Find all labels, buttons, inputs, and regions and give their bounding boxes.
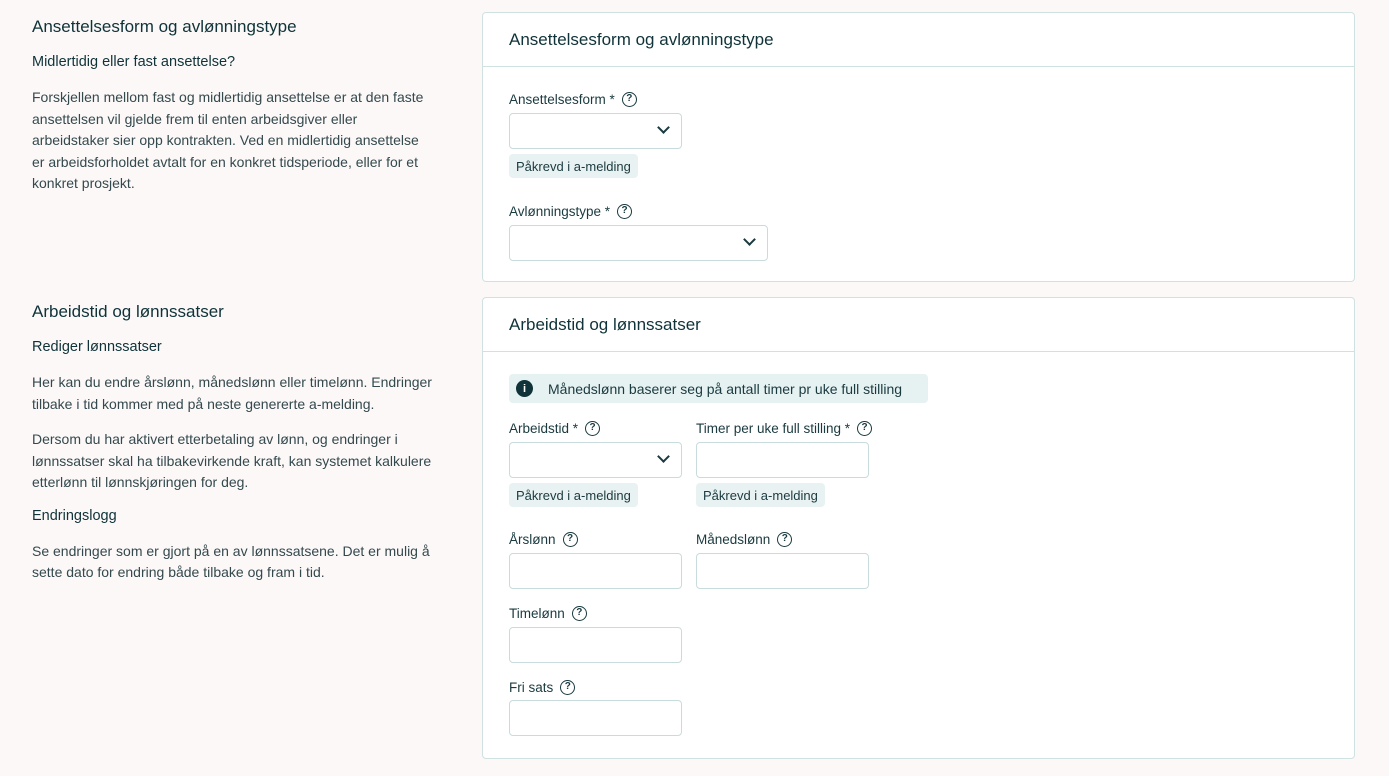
manedslonn-field	[696, 530, 792, 548]
info-text: Månedslønn baserer seg på antall timer pr uke full stilling	[548, 380, 903, 397]
arslonn-field	[509, 530, 578, 548]
card-title: Arbeidstid og lønnssatser	[483, 298, 1354, 352]
chevron-down-icon	[657, 121, 670, 134]
help-icon[interactable]: ?	[563, 532, 578, 547]
fri-sats-input[interactable]	[509, 700, 682, 736]
section1-heading: Ansettelsesform og avlønningstype	[32, 17, 297, 36]
ansettelsesform-label: Ansettelsesform *	[509, 91, 615, 107]
fri-sats-field	[509, 678, 575, 696]
section2-paragraph-1: Her kan du endre årslønn, månedslønn eller timelønn. Endringer tilbake i tid kommer med på neste genererte a-melding.	[32, 374, 432, 412]
help-icon[interactable]: ?	[572, 606, 587, 621]
arbeidstid-select[interactable]	[509, 442, 682, 478]
arbeidstid-field	[509, 419, 600, 437]
help-icon[interactable]: ?	[617, 204, 632, 219]
required-badge: Påkrevd i a-melding	[509, 483, 638, 507]
help-icon[interactable]: ?	[622, 92, 637, 107]
timelonn-label: Timelønn	[509, 605, 565, 621]
ansettelsesform-field	[509, 90, 637, 108]
section1-subheading: Midlertidig eller fast ansettelse?	[32, 54, 236, 70]
section2-paragraph-2: Dersom du har aktivert etterbetaling av lønn, og endringer i lønnssatser skal ha tilbakevirkende kraft, kan systemet kalkulere etterlønn til lønnskjøringen for deg.	[32, 431, 432, 490]
avlonningstype-field	[509, 202, 632, 220]
card-title: Ansettelsesform og avlønningstype	[483, 13, 1354, 67]
chevron-down-icon	[657, 450, 670, 463]
help-icon[interactable]: ?	[585, 421, 600, 436]
help-icon[interactable]: ?	[560, 680, 575, 695]
avlonningstype-label: Avlønningstype *	[509, 203, 611, 219]
ansettelsesform-card	[482, 12, 1355, 282]
timer-per-uke-field	[696, 419, 872, 437]
info-banner	[509, 374, 928, 403]
section1-paragraph: Forskjellen mellom fast og midlertidig ansettelse er at den faste ansettelsen vil gjelde frem til enten arbeidsgiver eller arbeidstaker sier opp kontrakten. Ved en midlertidig ansettelse er arbeidsforholdet avtalt for en konkret tidsperiode, eller for et konkret prosjekt.	[32, 89, 424, 191]
chevron-down-icon	[743, 233, 756, 246]
section2-description	[32, 302, 432, 598]
required-badge: Påkrevd i a-melding	[696, 483, 825, 507]
help-icon[interactable]: ?	[857, 421, 872, 436]
ansettelsesform-select[interactable]	[509, 113, 682, 149]
endringslogg-heading: Endringslogg	[32, 507, 117, 524]
section1-description	[32, 17, 432, 209]
manedslonn-input[interactable]	[696, 553, 869, 589]
rediger-lonnssatser-heading: Rediger lønnssatser	[32, 339, 162, 355]
fri-sats-label: Fri sats	[509, 679, 554, 695]
help-icon[interactable]: ?	[777, 532, 792, 547]
timer-per-uke-input[interactable]	[696, 442, 869, 478]
section2-heading: Arbeidstid og lønnssatser	[32, 302, 224, 321]
timelonn-field	[509, 604, 587, 622]
arbeidstid-label: Arbeidstid *	[509, 420, 579, 436]
arbeidstid-card	[482, 297, 1355, 759]
arslonn-input[interactable]	[509, 553, 682, 589]
timer-per-uke-label: Timer per uke full stilling *	[696, 420, 851, 436]
manedslonn-label: Månedslønn	[696, 531, 771, 547]
section2-paragraph-3: Se endringer som er gjort på en av lønnssatsene. Det er mulig å sette dato for endring både tilbake og fram i tid.	[32, 542, 430, 580]
info-icon: i	[516, 380, 533, 397]
avlonningstype-select[interactable]	[509, 225, 768, 261]
required-badge: Påkrevd i a-melding	[509, 154, 638, 178]
timelonn-input[interactable]	[509, 627, 682, 663]
arslonn-label: Årslønn	[509, 531, 556, 547]
